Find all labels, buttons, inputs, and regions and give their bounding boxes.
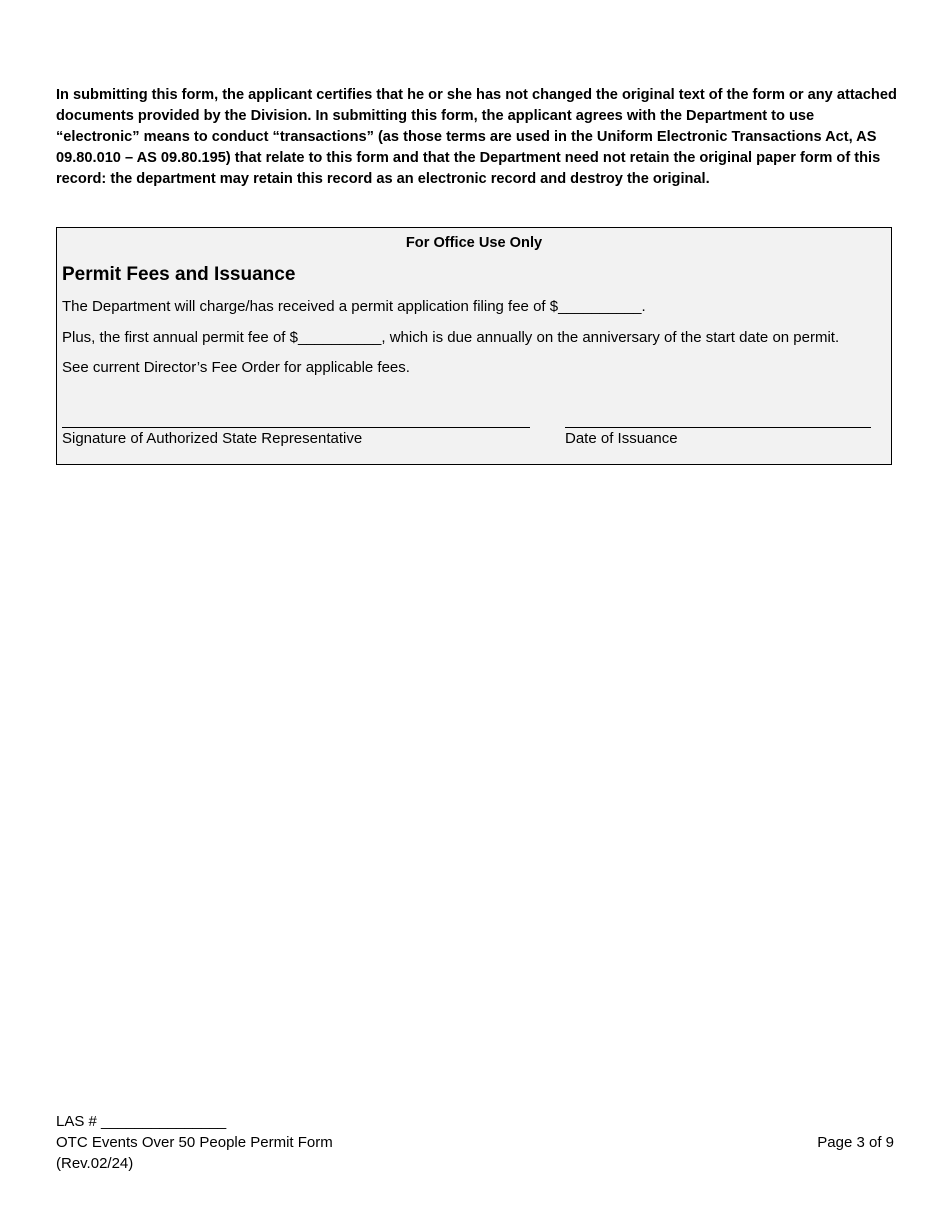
date-field-line [565,427,871,428]
page-footer [56,1111,333,1174]
fee-order-line: See current Director’s Fee Order for applicable fees. [62,359,410,376]
signature-field-line [62,427,530,428]
form-name: OTC Events Over 50 People Permit Form [56,1134,333,1151]
office-use-title: For Office Use Only [405,235,543,251]
page-number: Page 3 of 9 [817,1134,894,1151]
annual-fee-line: Plus, the first annual permit fee of $__________, which is due annually on the anniversary of the start date on permit. [62,329,840,346]
date-of-issuance-label: Date of Issuance [565,430,678,447]
filing-fee-line: The Department will charge/has received a permit application filing fee of $__________. [62,298,646,315]
las-number: LAS # _______________ [56,1113,227,1130]
office-use-section [56,227,892,465]
certification-statement: In submitting this form, the applicant certifies that he or she has not changed the original text of the form or any attached documents provided by the Division. In submitting this form, the applicant agrees with the Department to use “electronic” means to conduct “transactions” (as those terms are used in the Uniform Electronic Transactions Act, AS 09.80.010 – AS 09.80.195) that relate to this form and that the Department need not retain the original paper form of this record: the department may retain this record as an electronic record and destroy the original. [56,87,897,187]
permit-fees-heading: Permit Fees and Issuance [62,264,296,285]
signature-label: Signature of Authorized State Representative [62,430,363,447]
form-revision: (Rev.02/24) [56,1155,134,1172]
